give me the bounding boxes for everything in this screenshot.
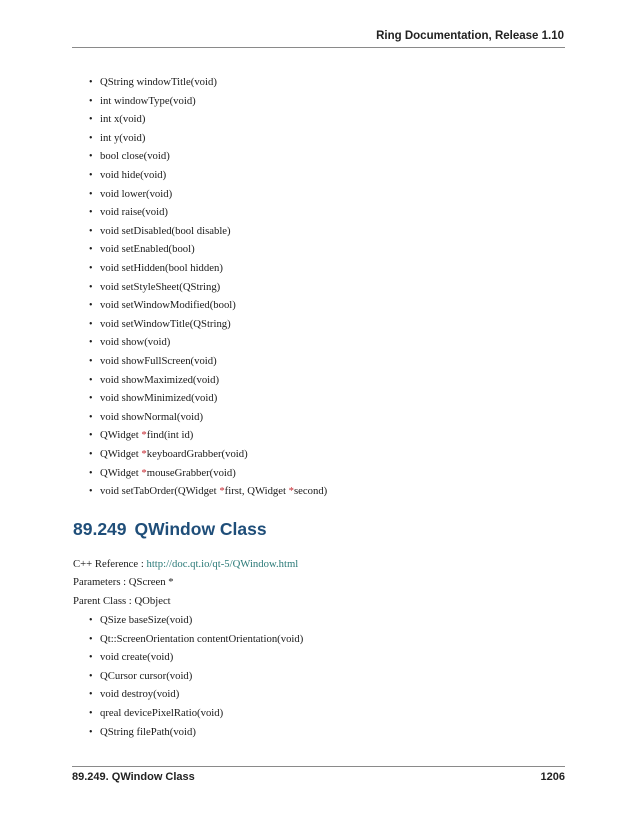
- list-item-text: int y(void): [100, 131, 146, 144]
- page-number: 1206: [540, 771, 565, 783]
- bullet-icon: •: [89, 188, 93, 200]
- list-item: [89, 630, 303, 648]
- list-item: [89, 648, 173, 666]
- list-item-text: void setHidden(bool hidden): [100, 262, 223, 274]
- pointer-star: *: [141, 448, 147, 460]
- list-item-text: void setWindowTitle(QString): [100, 317, 231, 330]
- list-item: [89, 389, 217, 407]
- header-divider: [72, 47, 565, 48]
- list-item-text: int x(void): [100, 113, 146, 126]
- list-item: [89, 203, 168, 221]
- list-item: [89, 92, 196, 110]
- list-item-text: bool close(void): [100, 150, 170, 163]
- bullet-icon: •: [89, 356, 93, 367]
- list-item-text: void showMaximized(void): [100, 373, 220, 386]
- list-item-text: void hide(void): [100, 169, 167, 181]
- list-item: [89, 147, 170, 165]
- list-item-text: first, QWidget: [224, 485, 289, 498]
- bullet-icon: •: [89, 615, 93, 626]
- pointer-star: *: [219, 485, 225, 498]
- list-item: [89, 315, 231, 333]
- list-item: [89, 296, 236, 314]
- list-item-text: QString windowTitle(void): [100, 76, 217, 88]
- list-item: [89, 333, 170, 351]
- bullet-icon: •: [89, 95, 93, 107]
- list-item-text: void show(void): [100, 336, 171, 349]
- list-item-text: void setDisabled(bool disable): [100, 224, 231, 237]
- list-item: [89, 408, 203, 426]
- list-item-text: find(int id): [146, 429, 194, 442]
- section-title: QWindow Class: [134, 519, 267, 539]
- list-item-text: QString filePath(void): [100, 725, 196, 738]
- list-item-text: Qt::ScreenOrientation contentOrientation(void): [100, 632, 304, 645]
- list-item: [89, 352, 217, 370]
- list-item-text: QWidget: [100, 448, 142, 460]
- list-item-text: void setTabOrder(QWidget: [100, 485, 220, 498]
- list-item: [89, 685, 179, 703]
- bullet-icon: •: [89, 652, 93, 664]
- bullet-icon: •: [89, 263, 93, 274]
- bullet-icon: •: [89, 726, 93, 738]
- bullet-icon: •: [89, 318, 93, 330]
- list-item-text: void showNormal(void): [100, 410, 204, 423]
- pointer-star: *: [141, 466, 147, 479]
- page-header: [72, 30, 564, 48]
- list-item-text: qreal devicePixelRatio(void): [100, 707, 224, 719]
- list-item: [89, 166, 166, 184]
- list-item-text: void raise(void): [100, 206, 168, 219]
- list-item-text: void lower(void): [100, 187, 173, 200]
- bullet-icon: •: [89, 374, 93, 386]
- list-item: [89, 73, 217, 91]
- bullet-icon: •: [89, 449, 93, 460]
- parameters-line: Parameters : QScreen *: [73, 576, 174, 588]
- bullet-icon: •: [89, 430, 93, 442]
- bullet-icon: •: [89, 393, 93, 405]
- list-item-text: void showMinimized(void): [100, 392, 218, 405]
- list-item: [89, 278, 220, 296]
- list-item-text: QCursor cursor(void): [100, 669, 193, 682]
- list-item: [89, 371, 219, 389]
- bullet-icon: •: [89, 225, 93, 237]
- bullet-icon: •: [89, 670, 93, 682]
- list-item-text: mouseGrabber(void): [146, 466, 236, 479]
- bullet-icon: •: [89, 281, 93, 293]
- cpp-reference-line: [73, 555, 298, 573]
- list-item: [89, 129, 145, 147]
- list-item-text: QSize baseSize(void): [100, 614, 193, 626]
- header-title: Ring Documentation, Release 1.10: [376, 30, 564, 42]
- bullet-icon: •: [89, 151, 93, 163]
- bullet-icon: •: [89, 244, 93, 256]
- bullet-icon: •: [89, 170, 93, 181]
- list-item-text: int windowType(void): [100, 94, 196, 107]
- bullet-icon: •: [89, 689, 93, 701]
- list-item-text: QWidget: [100, 466, 142, 479]
- footer-section: 89.249. QWindow Class: [72, 771, 195, 783]
- section-heading: [73, 519, 267, 540]
- bullet-icon: •: [89, 132, 93, 144]
- section-number: 89.249: [73, 519, 127, 539]
- list-item-text: void create(void): [100, 651, 174, 664]
- list-item-text: QWidget: [100, 429, 142, 442]
- list-item-text: keyboardGrabber(void): [146, 448, 248, 460]
- pointer-star: *: [141, 429, 147, 442]
- bullet-icon: •: [89, 411, 93, 423]
- bullet-icon: •: [89, 467, 93, 479]
- bullet-icon: •: [89, 337, 93, 349]
- list-item: [89, 704, 223, 722]
- list-item: [89, 611, 192, 629]
- bullet-icon: •: [89, 77, 93, 88]
- list-item: [89, 240, 195, 258]
- list-item: [89, 667, 192, 685]
- list-item-text: void setWindowModified(bool): [100, 299, 236, 312]
- footer-divider: [72, 766, 565, 767]
- list-item-text: second): [294, 485, 328, 498]
- list-item: [89, 259, 223, 277]
- list-item-text: void showFullScreen(void): [100, 355, 217, 367]
- bullet-icon: •: [89, 708, 93, 719]
- bullet-icon: •: [89, 486, 93, 498]
- bullet-icon: •: [89, 207, 93, 219]
- pointer-star: *: [288, 485, 294, 498]
- list-item-text: void setEnabled(bool): [100, 243, 195, 256]
- cpp-reference-link[interactable]: http://doc.qt.io/qt-5/QWindow.html: [146, 558, 299, 570]
- bullet-icon: •: [89, 633, 93, 645]
- list-item: [89, 482, 327, 500]
- list-item-text: void setStyleSheet(QString): [100, 280, 221, 293]
- list-item-text: void destroy(void): [100, 688, 180, 701]
- list-item: [89, 185, 172, 203]
- parent-class-line: Parent Class : QObject: [73, 595, 171, 607]
- cpp-reference-label: C++ Reference :: [73, 558, 147, 570]
- list-item: [89, 464, 236, 482]
- list-item: [89, 426, 193, 444]
- list-item: [89, 222, 231, 240]
- bullet-icon: •: [89, 114, 93, 126]
- list-item: [89, 723, 196, 741]
- list-item: [89, 110, 145, 128]
- bullet-icon: •: [89, 300, 93, 312]
- list-item: [89, 445, 248, 463]
